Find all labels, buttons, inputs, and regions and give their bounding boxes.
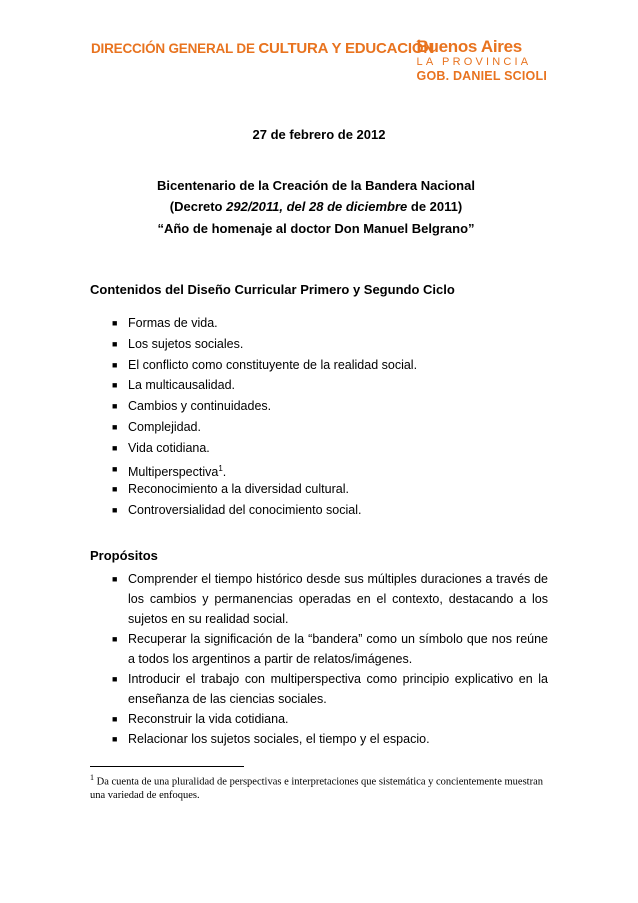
list-item-text: Formas de vida. bbox=[128, 316, 218, 330]
list-item bbox=[90, 438, 548, 459]
list-item-text: Multiperspectiva bbox=[128, 464, 219, 479]
list-item bbox=[90, 669, 548, 709]
bullet-icon: ■ bbox=[112, 714, 118, 724]
list-item bbox=[90, 396, 548, 417]
footnote-ref-period: . bbox=[222, 464, 227, 479]
list-item bbox=[90, 334, 548, 355]
list-item bbox=[90, 417, 548, 438]
bullet-icon: ■ bbox=[112, 442, 118, 453]
footnote-number: 1 bbox=[90, 773, 94, 782]
title-line2-c: de 2011) bbox=[407, 199, 463, 214]
title-line3: “Año de homenaje al doctor Don Manuel Belgrano” bbox=[157, 221, 475, 236]
title-line2-italic: 292/2011, del 28 de diciembre bbox=[226, 199, 408, 214]
list-item-text: Reconocimiento a la diversidad cultural. bbox=[128, 482, 349, 497]
list-item-text: Cambios y continuidades. bbox=[128, 399, 272, 414]
header-left-logo bbox=[91, 40, 434, 57]
list-item-text: Comprender el tiempo histórico desde sus múltiples duraciones a través de los cambios y permanencias operadas en el contexto, destacando a los sujetos en su realidad social. bbox=[128, 572, 548, 626]
bullet-icon: ■ bbox=[112, 318, 118, 328]
list-item bbox=[90, 569, 548, 629]
list-item-text: Los sujetos sociales. bbox=[128, 336, 244, 351]
bullet-icon: ■ bbox=[112, 463, 118, 474]
title-line2 bbox=[0, 199, 635, 214]
list-item-text: Introducir el trabajo con multiperspectiva como principio explicativo en la enseñanza de las ciencias sociales. bbox=[128, 672, 548, 706]
list-item-text: Controversialidad del conocimiento social. bbox=[128, 503, 362, 518]
list-item bbox=[90, 459, 548, 480]
list-item-text: Vida cotidiana. bbox=[128, 440, 210, 455]
header-right-line2: LA PROVINCIA bbox=[416, 56, 532, 68]
header-right-line3: GOB. DANIEL SCIOLI bbox=[416, 69, 547, 83]
bullet-icon: ■ bbox=[112, 359, 118, 370]
footnote-reference[interactable]: 1 bbox=[218, 463, 223, 473]
contents-heading: Contenidos del Diseño Curricular Primero y Segundo Ciclo bbox=[90, 282, 455, 297]
header-right-logo bbox=[417, 38, 547, 84]
contents-list bbox=[90, 313, 548, 521]
list-item-text: La multicausalidad. bbox=[128, 378, 236, 393]
bullet-icon: ■ bbox=[112, 734, 118, 744]
bullet-icon: ■ bbox=[112, 484, 118, 495]
bullet-icon: ■ bbox=[112, 634, 118, 644]
bullet-icon: ■ bbox=[112, 674, 118, 684]
bullet-icon: ■ bbox=[112, 421, 118, 432]
bullet-icon: ■ bbox=[112, 574, 118, 584]
list-item bbox=[90, 355, 548, 376]
header-left-part-a: DIRECCIÓN GENERAL DE bbox=[91, 41, 259, 56]
list-item-text: Recuperar la significación de la “bandera” como un símbolo que nos reúne a todos los argentinos a partir de relatos/imágenes. bbox=[128, 632, 548, 666]
bullet-icon: ■ bbox=[112, 505, 118, 516]
header-left-part-b: CULTURA Y EDUCACIÓN bbox=[258, 40, 434, 57]
list-item-text: Relacionar los sujetos sociales, el tiempo y el espacio. bbox=[128, 732, 430, 746]
list-item bbox=[90, 479, 548, 500]
bullet-icon: ■ bbox=[112, 380, 118, 391]
list-item bbox=[90, 375, 548, 396]
purposes-heading: Propósitos bbox=[90, 548, 158, 563]
list-item-text: El conflicto como constituyente de la realidad social. bbox=[128, 357, 418, 372]
footnote-text: Da cuenta de una pluralidad de perspectivas e interpretaciones que sistemática y concientemente muestran una variedad de enfoques. bbox=[90, 776, 543, 801]
list-item bbox=[90, 729, 548, 749]
bullet-icon: ■ bbox=[112, 401, 118, 412]
footnote bbox=[90, 771, 550, 802]
bullet-icon: ■ bbox=[112, 338, 118, 349]
list-item-text: Complejidad. bbox=[128, 419, 201, 434]
title-line1: Bicentenario de la Creación de la Bandera Nacional bbox=[157, 178, 475, 193]
list-item bbox=[90, 313, 548, 334]
purposes-list bbox=[90, 569, 548, 749]
list-item bbox=[90, 629, 548, 669]
header-right-line1: Buenos Aires bbox=[416, 37, 522, 56]
footnote-separator bbox=[90, 766, 244, 767]
document-date: 27 de febrero de 2012 bbox=[252, 127, 386, 142]
title-line2-a: (Decreto bbox=[169, 199, 227, 214]
list-item bbox=[90, 500, 548, 521]
list-item bbox=[90, 709, 548, 729]
list-item-text: Reconstruir la vida cotidiana. bbox=[128, 712, 289, 726]
